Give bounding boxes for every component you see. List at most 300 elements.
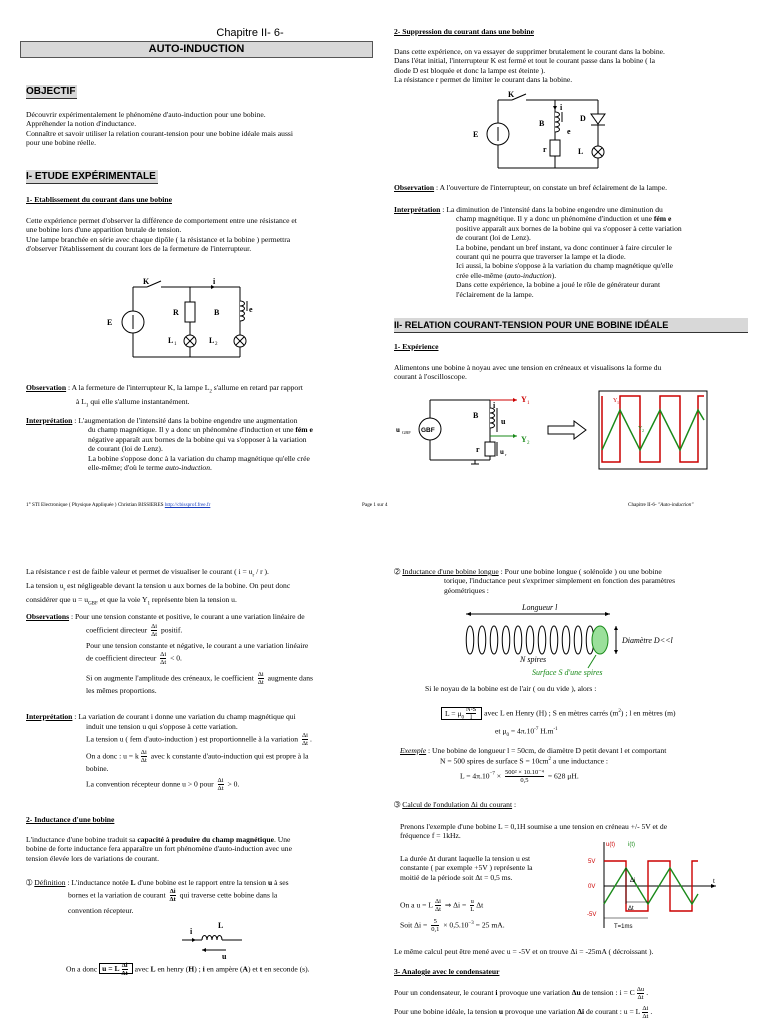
den: 0,5 <box>520 777 529 785</box>
text: i <box>202 964 205 974</box>
text: ) ; <box>194 964 203 974</box>
footer-text: 1° STI Electronique ( Physique Appliquée ) Christian BISSIERES <box>26 502 165 508</box>
text: de tension : i = C <box>580 988 635 997</box>
objectif-heading: OBJECTIF <box>26 86 76 97</box>
footer-text: Chapitre II-6- <box>628 502 658 508</box>
subsection-suppression: 2- Suppression du courant dans une bobine <box>394 27 534 36</box>
section-etude-heading: I- ETUDE EXPÉRIMENTALE <box>26 171 156 182</box>
text: . <box>309 734 312 744</box>
text: N = 500 spires de surface S = 10cm <box>440 756 549 766</box>
text: torique, l'inductance peut s'exprimer simplement en fonction des paramètres <box>444 576 676 586</box>
objectif-line: Appréhender la notion d'inductance. <box>26 119 137 129</box>
text: H.m <box>538 726 554 736</box>
text: . Une <box>273 835 291 844</box>
diode-d <box>591 114 605 124</box>
chapter-label: Chapitre II- 6- <box>216 27 284 39</box>
definition-block <box>26 877 371 916</box>
label-m5v: -5V <box>587 912 597 918</box>
den: Δt <box>217 784 224 792</box>
fem-term: fém e <box>295 425 313 435</box>
text: : <box>512 800 517 809</box>
text: bornes et la variation de courant <box>68 890 168 900</box>
text: La tension u ( fem d'auto-induction ) est proportionnelle à la variation <box>86 734 300 744</box>
experience-intro <box>394 363 744 382</box>
text: t <box>259 964 263 974</box>
formula-box <box>99 962 133 977</box>
text: La durée Δt durant laquelle la tension u est <box>400 854 531 863</box>
intro-line: Cette expérience permet d'observer la différence de comportement entre une résistance et <box>26 216 297 225</box>
label-y1: Y <box>521 395 527 404</box>
label-it: i(t) <box>628 842 635 848</box>
text: constante ( par exemple +5V ) représente la <box>400 863 533 873</box>
text: × 0,5.10 <box>441 920 469 930</box>
text: u = L <box>102 964 120 974</box>
label-l2: L <box>209 336 215 345</box>
num: 500² × 10.10⁻⁴ <box>504 769 544 777</box>
label-0v: 0V <box>588 884 596 890</box>
intro-line: Alimentons une bobine à noyau avec une tension en créneaux et visualisons la forme du <box>394 363 662 372</box>
page-title: AUTO-INDUCTION <box>20 41 373 58</box>
fem-term: fém e <box>653 214 672 224</box>
label-ur-sub: r <box>505 452 507 457</box>
text: Prenons l'exemple d'une bobine L = 0,1H soumise a une tension en créneau +/- 5V et de <box>400 822 668 831</box>
sub: 0 <box>461 715 465 721</box>
den: Δt <box>301 740 308 748</box>
text: Δi <box>577 1007 585 1016</box>
den: L <box>470 906 475 913</box>
footer-right <box>628 502 693 509</box>
scope-label-y1: Y <box>613 398 618 404</box>
text: géométriques : <box>444 585 489 595</box>
objectif-line: Découvrir expérimentalement le phénomène d'auto-induction pour une bobine. <box>26 110 266 119</box>
sup: 2 <box>618 709 621 714</box>
text: convention récepteur. <box>68 906 134 915</box>
calcul-formulas <box>400 898 590 933</box>
text: On a donc : u = k <box>86 751 139 761</box>
text: L = 4π.10 <box>460 771 490 781</box>
label-u: u <box>222 952 227 960</box>
text: H <box>188 964 195 974</box>
interpretation-label: Interprétation <box>394 205 441 214</box>
di-dt-fraction <box>642 1005 648 1020</box>
calcul-heading <box>394 800 516 809</box>
number-icon: ➀ <box>26 878 33 887</box>
text: les mêmes proportions. <box>86 686 157 695</box>
n2s-over-l <box>466 706 476 721</box>
intro-line: Dans cette expérience, on va essayer de supprimer brutalement le courant dans la bobine. <box>394 47 665 56</box>
text: / r ). <box>254 567 269 576</box>
den: Δt <box>637 993 644 1001</box>
num: Δi <box>169 888 176 895</box>
di-dt-fraction <box>141 749 147 764</box>
num: Δi <box>217 776 224 784</box>
sub: r <box>63 587 66 593</box>
di-dt-fraction <box>122 962 128 977</box>
text: Δt <box>476 900 484 910</box>
interpretation-text: : L'augmentation de l'intensité dans la bobine engendre une augmentation <box>72 416 298 425</box>
text: qui traverse cette bobine dans la <box>177 890 278 900</box>
text: Δu <box>571 988 581 997</box>
subsection-etablissement: 1- Etablissement du courant dans une bobine <box>26 195 172 204</box>
sup: −3 <box>468 921 474 926</box>
intro-line: Dans l'état initial, l'interrupteur K est fermé et tout le courant passe dans la bobine ( la <box>394 56 656 66</box>
text: La résistance r est de faible valeur et permet de visualiser le courant ( i = u <box>26 567 253 576</box>
label-gbf: GBF <box>421 427 435 434</box>
label-ur: u <box>500 448 504 456</box>
bobine-longue-block <box>394 567 744 595</box>
label-l: L <box>578 147 584 156</box>
solenoid-diagram <box>460 600 695 680</box>
label-y2-sub: 2 <box>527 441 530 446</box>
sub: 1 <box>85 403 89 409</box>
interpretation-text: elle-même; d'où le terme <box>88 463 166 473</box>
di-dt-fraction <box>258 671 264 686</box>
label-e-gen: E <box>107 318 113 327</box>
text: avec <box>132 964 151 974</box>
interpretation-text: champ magnétique. Il y a donc un phénomène d'induction et une <box>456 214 654 224</box>
num: Δi <box>257 671 264 678</box>
text: = 4π.10 <box>508 726 535 736</box>
interpretation-text: négative apparaît aux bornes de la bobine qui va s'opposer à la variation <box>88 434 307 444</box>
resistor-r <box>185 302 195 322</box>
observation-2 <box>394 183 744 192</box>
text: Pour une tension constante et négative, le courant a une variation linéaire <box>86 640 309 650</box>
text: L'inductance d'une bobine traduit sa <box>26 835 138 844</box>
sub: GBF <box>88 601 98 607</box>
text: L = μ <box>445 708 462 718</box>
du-dt-fraction <box>637 986 644 1001</box>
label-u: u <box>501 417 506 426</box>
num: Δi <box>301 732 308 740</box>
label-ut: u(t) <box>606 842 615 848</box>
footer-left <box>26 502 210 509</box>
suppression-intro <box>394 47 744 85</box>
interpretation-label: Interprétation <box>26 416 73 425</box>
label-l1: L <box>168 336 174 345</box>
label-b: B <box>214 308 220 317</box>
coil-b <box>240 301 245 321</box>
u-over-l <box>470 898 474 913</box>
num: Δi <box>121 962 128 969</box>
text: On a u = L <box>400 900 433 910</box>
text: × <box>494 771 503 781</box>
circuit-diagram-1 <box>95 275 275 365</box>
interpretation-text: crée elle-même ( <box>456 270 508 280</box>
text: ) ; l en mètres (m) <box>620 708 676 718</box>
di-dt-fraction <box>435 898 441 913</box>
inductance-intro <box>26 835 371 863</box>
interpretation-text: La bobine, pendant un bref instant, va donc continuer à faire circuler le <box>456 242 672 252</box>
scope-label-y2: Y <box>638 426 643 432</box>
text: moitié de la période soit Δt = 0,5 ms. <box>400 872 513 882</box>
example-block <box>400 746 745 784</box>
coil-b <box>490 408 495 428</box>
text: La convention récepteur donne u > 0 pour <box>86 778 216 788</box>
intro-page-2 <box>26 567 371 609</box>
arrow-icon <box>547 420 587 440</box>
text: A <box>242 964 248 974</box>
di-dt-fraction <box>160 651 166 666</box>
calcul-text <box>400 854 580 882</box>
text: en seconde (s). <box>262 964 310 974</box>
text: ⇒ Δi = <box>442 900 469 910</box>
observation-text: : A l'ouverture de l'interrupteur, on constate un bref éclairement de la lampe. <box>434 183 667 192</box>
num: Δi <box>151 622 158 630</box>
label-r: r <box>543 145 547 154</box>
label-d: D <box>580 114 586 123</box>
text: > 0. <box>225 778 240 788</box>
den: Δt <box>121 970 128 977</box>
objectif-line: pour une bobine réelle. <box>26 138 97 148</box>
num: Δu <box>636 985 645 993</box>
definition-label: Définition <box>34 878 66 887</box>
air-note: Si le noyau de la bobine est de l'air ( ou du vide ), alors : <box>425 684 597 693</box>
den: Δt <box>140 757 147 765</box>
text: capacité à produire du champ magnétique <box>137 835 274 844</box>
text: à ses <box>272 878 289 887</box>
circuit-diagram-2 <box>470 88 620 176</box>
label-delta-t: Δt <box>628 906 634 912</box>
den: Δt <box>642 1012 649 1020</box>
sub: r <box>252 573 255 579</box>
text: coefficient directeur <box>86 624 150 634</box>
formula-box <box>441 707 482 720</box>
label-l1-sub: 1 <box>174 342 177 347</box>
auto-induction-term: auto-induction <box>165 463 210 473</box>
solenoid-coil <box>466 626 594 654</box>
text: et que la voie Y <box>97 594 148 604</box>
footer-link[interactable]: http://cbissprof.free.fr <box>164 502 211 508</box>
oscilloscope-screen <box>598 390 708 470</box>
di-dt-fraction <box>218 777 224 792</box>
num: u <box>470 898 474 905</box>
observations-block <box>26 612 371 697</box>
intro-line: d'observer l'établissement du courant lors de la fermeture de l'interrupteur. <box>26 244 252 254</box>
text: Si on augmente l'amplitude des créneaux, le coefficient <box>86 673 256 683</box>
label-delta-i: Δi <box>630 878 636 884</box>
text: < 0. <box>168 653 182 663</box>
resistor-r <box>550 140 560 156</box>
circuit-diagram-3 <box>395 390 540 465</box>
interpretation-text: Dans cette expérience, la bobine a joué le rôle de générateur durant <box>456 280 661 290</box>
solenoid-formula <box>441 706 741 742</box>
observations-label: Observations <box>26 612 70 621</box>
subsection-inductance: 2- Inductance d'une bobine <box>26 815 115 824</box>
label-b: B <box>473 411 479 420</box>
subsection-experience: 1- Expérience <box>394 342 439 351</box>
text: de coefficient directeur <box>86 653 159 663</box>
objectif-line: Connaître et savoir utiliser la relation courant-tension pour une bobine idéale mais aussi <box>26 128 293 138</box>
intro-line: diode D est bloquée et donc la lampe est éteinte ). <box>394 65 546 75</box>
etablissement-intro <box>26 216 371 254</box>
text: tension élevée lors de variations de courant. <box>26 853 160 863</box>
interpretation-text: Ici aussi, la bobine s'oppose à la variation du champ magnétique qu'elle <box>456 261 673 271</box>
text: provoque une variation <box>503 1007 578 1016</box>
coil-symbol <box>180 918 250 960</box>
text: Inductance d'une bobine longue <box>402 567 499 576</box>
interpretation-text: positive apparaît aux bornes de la bobine qui va s'opposer à cette variation <box>456 223 682 233</box>
diameter-label: Diamètre D<<l <box>622 636 673 645</box>
intro-line: courant à l'oscilloscope. <box>394 372 467 382</box>
num: 5 <box>431 918 439 926</box>
num: Δi <box>160 651 167 658</box>
resistor-r <box>485 442 495 456</box>
text: . <box>646 988 649 997</box>
text: . <box>650 1007 653 1016</box>
observation-1 <box>26 383 371 411</box>
label-e: e <box>249 305 253 314</box>
den: l <box>470 714 473 722</box>
interpretation-text: du champ magnétique. Il y a donc un phénomène d'induction et une <box>88 425 296 435</box>
text: La tension u <box>26 580 64 590</box>
label-r: r <box>476 445 480 454</box>
label-i: i <box>213 277 216 286</box>
current-ripple-graph <box>586 836 722 938</box>
text: de courant : u = L <box>584 1007 641 1016</box>
text: bobine de forte inductance fera apparaître un fort phénomène d'auto-induction avec une <box>26 844 292 854</box>
text: L <box>130 878 136 887</box>
example-label: Exemple <box>400 746 427 755</box>
footer-page-number: Page 1 sur 4 <box>362 502 388 508</box>
text: induit une tension u qui s'oppose à cette variation. <box>86 722 238 732</box>
interpretation-text: de courant (loi de Lenz). <box>88 444 163 454</box>
label-5v: 5V <box>588 859 596 865</box>
interpretation-text: de courant (loi de Lenz). <box>456 233 531 243</box>
number-icon: ➁ <box>394 567 401 576</box>
den: Δt <box>160 659 167 666</box>
label-r: R <box>173 308 179 317</box>
text: en ampère ( <box>204 964 243 974</box>
text: représente bien la tension u. <box>150 594 237 604</box>
sup: −7 <box>489 772 495 778</box>
num: N²S <box>466 706 477 714</box>
label-l: L <box>218 921 224 930</box>
scope-label-y1-sub: 1 <box>617 400 619 405</box>
label-k: K <box>508 90 515 99</box>
inductance-formula <box>66 962 376 977</box>
den: 0,1 <box>431 926 440 934</box>
example-fraction <box>505 769 544 784</box>
text: a une inductance : <box>551 756 608 766</box>
observation-text: à L <box>76 396 86 406</box>
num: Δi <box>434 898 441 905</box>
text: Soit Δi = <box>400 920 430 930</box>
label-i: i <box>190 927 193 936</box>
length-label: Longueur l <box>522 603 558 612</box>
subsection-analogie: 3- Analogie avec le condensateur <box>394 967 500 976</box>
interpretation-label: Interprétation <box>26 712 73 721</box>
text: Pour une bobine idéale, la tension <box>394 1007 499 1016</box>
di-dt-fraction <box>151 623 157 638</box>
di-dt-fraction <box>302 732 308 747</box>
observation-text: s'allume en retard par rapport <box>211 383 303 392</box>
intro-line: une bobine lors d'une apparition brutale de tension. <box>26 225 182 235</box>
text: bobine. <box>86 764 109 774</box>
interpretation-text: : La diminution de l'intensité dans la bobine engendre une diminution du <box>440 205 663 214</box>
text: i <box>495 988 498 997</box>
num: Δi <box>140 749 147 757</box>
five-over-tenth <box>431 918 439 933</box>
sup: 2 <box>548 757 552 763</box>
punct: ). <box>551 270 557 280</box>
text: Calcul de l'ondulation Δi du courant <box>402 800 513 809</box>
text: On a donc <box>66 964 100 974</box>
text: provoque une variation <box>497 988 572 997</box>
den: Δt <box>169 896 176 903</box>
label-period: T=1ms <box>614 924 633 930</box>
label-b: B <box>539 119 545 128</box>
footer-text: "Auto-induction" <box>657 502 694 508</box>
intro-line: Une lampe branchée en série avec chaque dipôle ( la résistance et la bobine ) permettra <box>26 234 291 244</box>
analogie-block <box>394 983 744 1021</box>
observation-text: : A la fermeture de l'interrupteur K, la lampe L <box>66 383 210 392</box>
text: u <box>498 1007 504 1016</box>
number-icon: ➂ <box>394 800 401 809</box>
text: et μ <box>495 726 507 736</box>
label-k: K <box>143 277 150 286</box>
label-e-gen: E <box>473 130 479 139</box>
observation-text: qui elle s'allume instantanément. <box>88 396 190 406</box>
label-i: i <box>493 401 496 410</box>
interpretation-text: La bobine s'oppose donc à la variation du champ magnétique qu'elle crée <box>88 453 310 463</box>
text: considérer que u = u <box>26 594 89 604</box>
text: u <box>267 878 273 887</box>
text: = 25 mA. <box>473 920 505 930</box>
surface-s <box>592 626 608 654</box>
label-y2: Y <box>521 435 527 444</box>
label-i: i <box>560 103 563 112</box>
label-y1-sub: 1 <box>527 401 530 406</box>
text: fréquence f = 1kHz. <box>400 831 461 841</box>
interpretation-3 <box>26 712 371 792</box>
num: Δi <box>642 1004 649 1012</box>
text: positif. <box>159 624 183 634</box>
text: avec L en Henry (H) ; S en mètres carrés (m <box>482 708 619 718</box>
sub: 1 <box>147 601 150 607</box>
text: = 628 μH. <box>545 771 579 781</box>
label-ugbf: u <box>396 426 400 434</box>
spires-label: N spires <box>520 655 547 664</box>
auto-induction-term: auto-induction <box>507 270 552 280</box>
interpretation-1 <box>26 416 371 472</box>
den: Δt <box>257 679 264 686</box>
observation-label: Observation <box>394 183 435 192</box>
label-l2-sub: 2 <box>215 342 218 347</box>
text: : L'inductance notée <box>65 878 131 887</box>
same-calc-note: Le même calcul peut être mené avec u = -5V et on trouve Δi = -25mA ( décroissant ). <box>394 947 654 956</box>
text: est négligeable devant la tension u aux bornes de la bobine. On peut donc <box>65 580 291 590</box>
text: Pour un condensateur, le courant <box>394 988 496 997</box>
interpretation-2 <box>394 205 744 299</box>
label-e: e <box>567 127 571 136</box>
text: en henry ( <box>155 964 189 974</box>
observation-label: Observation <box>26 383 67 392</box>
text: : Pour une tension constante et positive, le courant a une variation linéaire de <box>69 612 305 621</box>
text: d'une bobine est le rapport entre la tension <box>135 878 268 887</box>
label-ugbf-sub: GBF <box>402 430 411 435</box>
coil-b <box>555 112 560 132</box>
scope-label-y2-sub: 2 <box>642 428 644 433</box>
label-t: t <box>713 877 715 885</box>
sup: -1 <box>553 727 558 733</box>
text: avec k constante d'auto-induction qui est propre à la <box>148 751 309 761</box>
text: : La variation de courant i donne une variation du champ magnétique qui <box>72 712 296 721</box>
sub: 0 <box>506 733 509 739</box>
section-relation-heading: II- RELATION COURANT-TENSION POUR UNE BOBINE IDÉALE <box>394 318 748 333</box>
objectif-text <box>26 110 371 148</box>
text: : Une bobine de longueur l = 50cm, de diamètre D petit devant l et comportant <box>426 746 667 755</box>
sup: -7 <box>534 727 539 733</box>
